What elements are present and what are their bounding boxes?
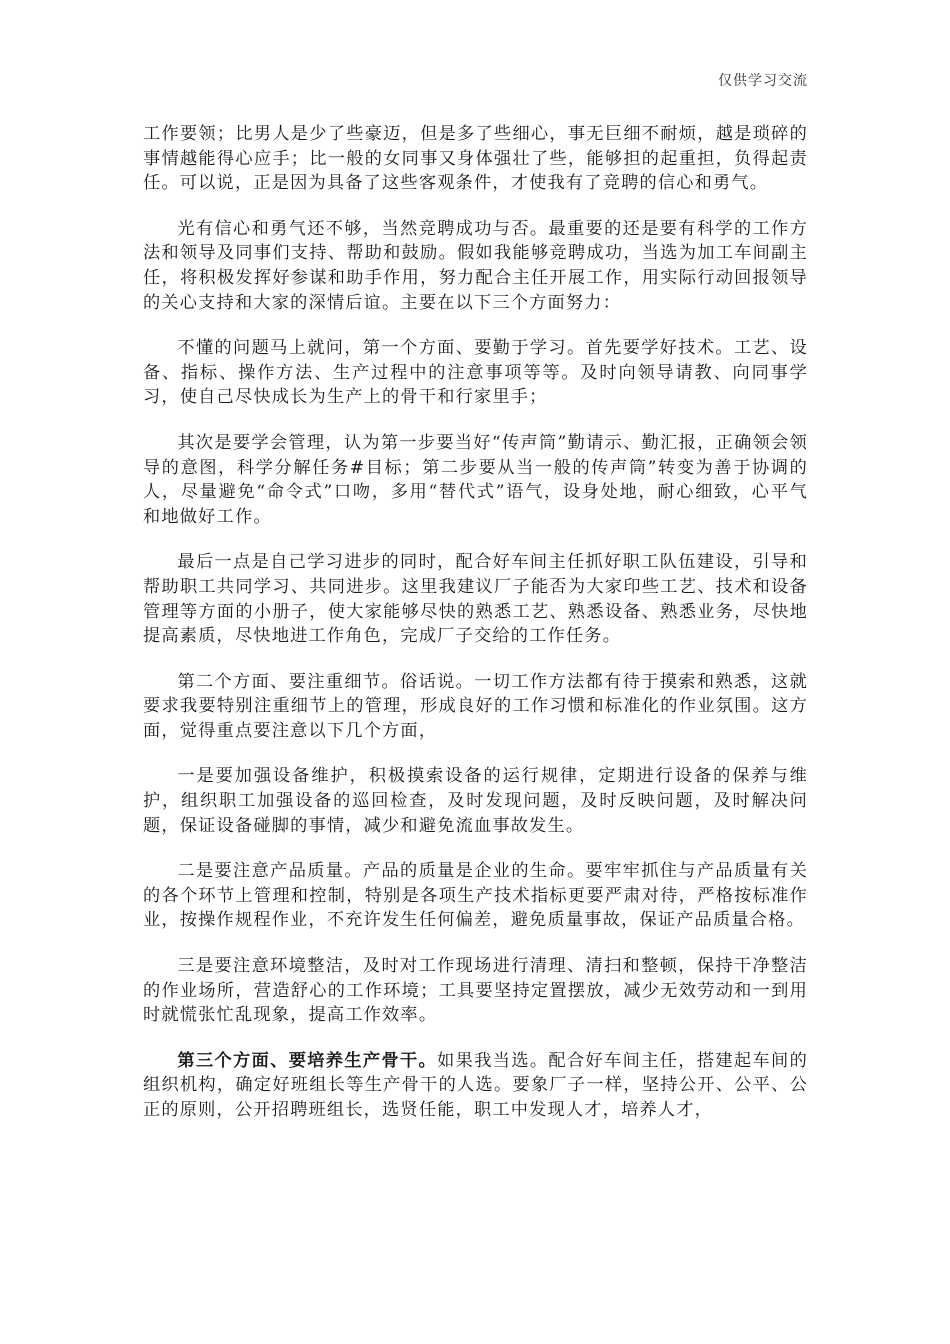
paragraph-4: 其次是要学会管理，认为第一步要当好“传声筒”勤请示、勤汇报，正确领会领导的意图，科学分解任务#目标；第二步要从当一般的传声筒”转变为善于协调的人，尽量避免“命令式”口吻，多用“替代式”语气，设身处地，耐心细致，心平气和地做好工作。 [143,432,808,527]
paragraph-5: 最后一点是自己学习进步的同时，配合好车间主任抓好职工队伍建设，引导和帮助职工共同学习、共同进步。这里我建议厂子能否为大家印些工艺、技术和设备管理等方面的小册子，使大家能够尽快的熟悉工艺、熟悉设备、熟悉业务，尽快地提高素质，尽快地进工作角色，完成厂子交给的工作任务。 [143,552,808,647]
paragraph-1: 工作要领；比男人是少了些豪迈，但是多了些细心，事无巨细不耐烦，越是琐碎的事情越能得心应手；比一般的女同事又身体强壮了些，能够担的起重担，负得起责任。可以说，正是因为具备了这些客观条件，才使我有了竞聘的信心和勇气。 [143,124,808,194]
paragraph-8: 二是要注意产品质量。产品的质量是企业的生命。要牢牢抓住与产品质量有关的各个环节上管理和控制，特别是各项生产技术指标更要严肃对待，严格按标准作业，按操作规程作业，不充许发生任何偏差，避免质量事故，保证产品质量合格。 [143,861,808,931]
paragraph-10-text: 如果我当选。配合好车间主任，搭建起车间的组织机构，确定好班组长等生产骨干的人选。要象厂子一样，坚持公开、公平、公正的原则，公开招聘班组长，选贤任能，职工中发现人才，培养人才， [143,1050,808,1120]
paragraph-10 [143,1049,808,1123]
paragraph-6: 第二个方面、要注重细节。俗话说。一切工作方法都有待于摸索和熟悉，这就要求我要特别注重细节上的管理，形成良好的工作习惯和标准化的作业氛围。这方面，觉得重点要注意以下几个方面， [143,671,808,741]
page-header-note: 仅供学习交流 [718,73,808,89]
document-body [143,122,808,1144]
paragraph-2: 光有信心和勇气还不够，当然竞聘成功与否。最重要的还是要有科学的工作方法和领导及同事们支持、帮助和鼓励。假如我能够竞聘成功，当选为加工车间副主任，将积极发挥好参谋和助手作用，努力配合主任开展工作，用实际行动回报领导的关心支持和大家的深情后谊。主要在以下三个方面努力： [143,218,808,313]
paragraph-7: 一是要加强设备维护，积极摸索设备的运行规律，定期进行设备的保养与维护，组织职工加强设备的巡回检查，及时发现问题，及时反映问题，及时解决问题，保证设备碰脚的事情，减少和避免流血事故发生。 [143,766,808,836]
paragraph-9: 三是要注意环境整洁，及时对工作现场进行清理、清扫和整顿，保持干净整洁的作业场所，营造舒心的工作环境；工具要坚持定置摆放，减少无效劳动和一到用时就慌张忙乱现象，提高工作效率。 [143,956,808,1026]
paragraph-3: 不懂的问题马上就问，第一个方面、要勤于学习。首先要学好技术。工艺、设备、指标、操作方法、生产过程中的注意事项等等。及时向领导请教、向同事学习，使自己尽快成长为生产上的骨干和行家里手； [143,338,808,408]
section-heading-three: 第三个方面、要培养生产骨干。 [177,1050,438,1071]
